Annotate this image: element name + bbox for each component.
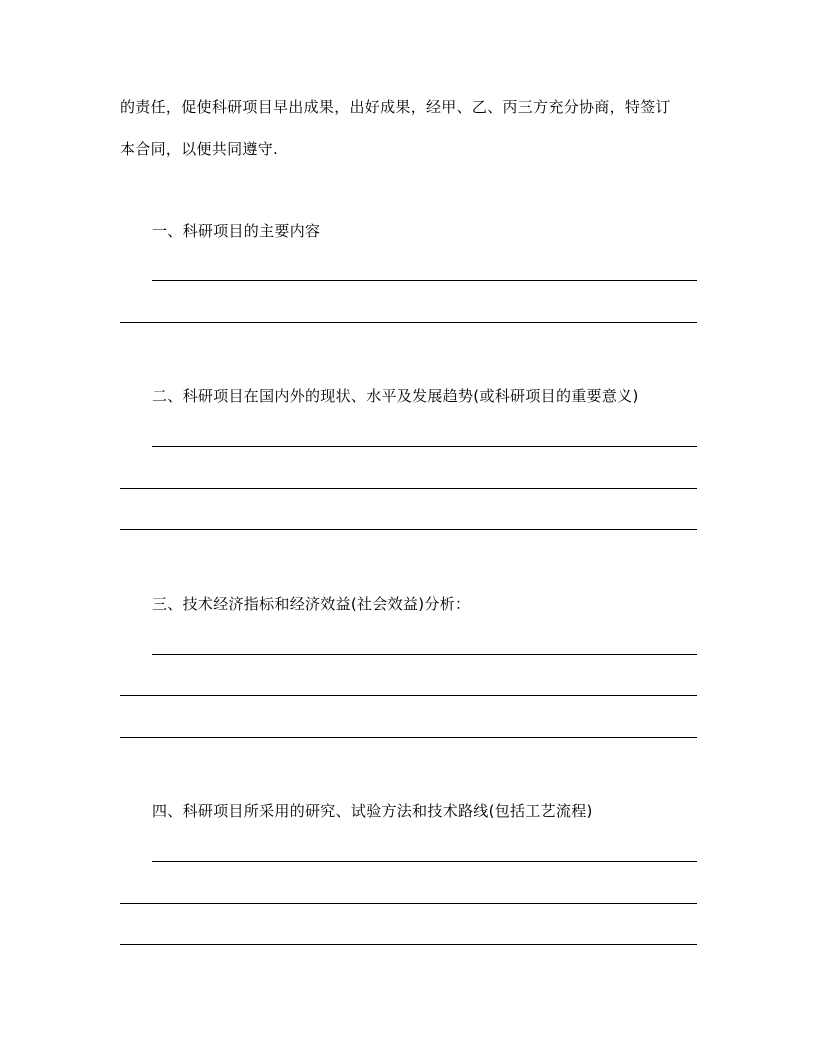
blank-line: [120, 944, 697, 945]
blank-line: [120, 737, 697, 738]
intro-line-1: 的责任，促使科研项目早出成果，出好成果，经甲、乙、丙三方充分协商，特签订: [120, 98, 671, 116]
blank-line: [152, 280, 697, 281]
blank-line: [120, 529, 697, 530]
section-4-heading: 四、科研项目所采用的研究、试验方法和技术路线(包括工艺流程): [152, 802, 593, 820]
section-1-heading: 一、科研项目的主要内容: [152, 222, 321, 240]
blank-line: [120, 695, 697, 696]
section-3-heading: 三、技术经济指标和经济效益(社会效益)分析：: [152, 595, 471, 613]
blank-line: [152, 861, 697, 862]
blank-line: [152, 654, 697, 655]
blank-line: [120, 322, 697, 323]
blank-line: [120, 903, 697, 904]
section-2-heading: 二、科研项目在国内外的现状、水平及发展趋势(或科研项目的重要意义): [152, 387, 639, 405]
intro-line-2: 本合同，以便共同遵守.: [120, 140, 279, 158]
blank-line: [152, 446, 697, 447]
blank-line: [120, 488, 697, 489]
